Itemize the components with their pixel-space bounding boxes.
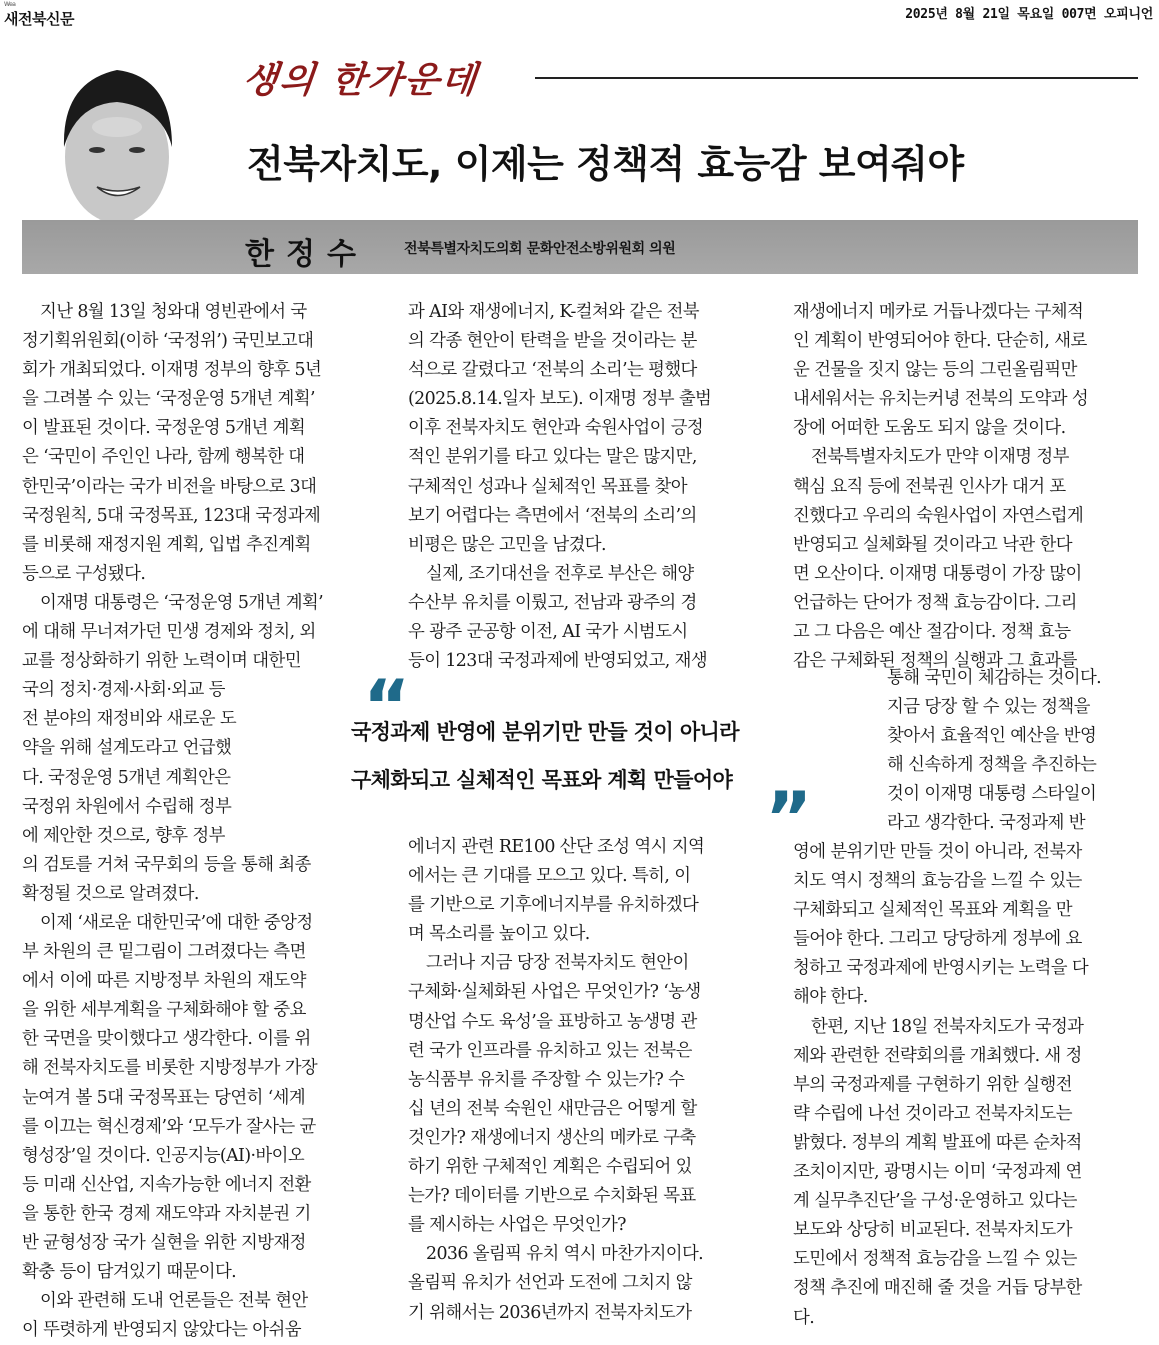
text-line: (2025.8.14.일자 보도). 이재명 정부 출범 (408, 389, 712, 410)
text-line: 부 차원의 큰 밑그림이 그려졌다는 측면 (22, 942, 306, 963)
logo-small-text: Wea (4, 1, 16, 8)
text-line: 은 ‘국민이 주인인 나라, 함께 행복한 대 (22, 447, 305, 468)
text-line: 수산부 유치를 이뤘고, 전남과 광주의 경 (408, 592, 697, 613)
text-line: 를 기반으로 기후에너지부를 유치하겠다 (408, 895, 699, 916)
text-line: 내세워서는 유치는커녕 전북의 도약과 성 (793, 389, 1089, 410)
text-line: 적인 분위기를 타고 있다는 말은 많지만, (408, 447, 697, 468)
text-line: 십 년의 전북 숙원인 새만금은 어떻게 할 (408, 1098, 697, 1119)
text-line: 을 그려볼 수 있는 ‘국정운영 5개년 계획’ (22, 389, 315, 410)
text-line: 들어야 한다. 그리고 당당하게 정부에 요 (793, 929, 1082, 950)
text-line: 반 균형성장 국가 실현을 위한 지방재정 (22, 1233, 306, 1253)
article-column-2-top (408, 298, 760, 676)
text-line: 계 실무추진단’을 구성·운영하고 있다는 (793, 1191, 1077, 1212)
text-line: 를 비롯해 재정지원 계획, 입법 추진계획 (22, 534, 311, 555)
text-line: 전 분야의 재정비와 새로운 도 (22, 709, 237, 730)
text-line: 핵심 요직 등에 전북권 인사가 대거 포 (793, 476, 1066, 497)
text-line: 에서는 큰 기대를 모으고 있다. 특히, 이 (408, 866, 691, 887)
text-line: 약을 위해 설계도라고 언급했 (22, 738, 232, 759)
text-line: 감은 구체화된 정책의 실행과 그 효과를 (793, 651, 1077, 672)
text-line: 석으로 갈렸다고 ‘전북의 소리’는 평했다 (408, 360, 697, 381)
pull-quote-line: 국정과제 반영에 분위기만 만들 것이 아니라 (351, 720, 739, 744)
text-line: 를 이끄는 혁신경제’와 ‘모두가 잘사는 균 (22, 1116, 316, 1137)
text-line: 국정원칙, 5대 국정목표, 123대 국정과제 (22, 505, 321, 526)
text-line: 농식품부 유치를 주장할 수 있는가? 수 (408, 1069, 685, 1090)
text-line: 고 그 다음은 예산 절감이다. 정책 효능 (793, 622, 1071, 643)
text-line: 등이 123대 국정과제에 반영되었고, 재생 (408, 651, 708, 672)
text-line: 명산업 수도 육성’을 표방하고 농생명 관 (408, 1011, 697, 1032)
text-line: 제와 관련한 전략회의를 개최했다. 새 정 (793, 1045, 1082, 1066)
text-line: 지난 8월 13일 청와대 영빈관에서 국 (40, 302, 307, 322)
column-series-title: 생의 한가운데 (240, 59, 481, 101)
author-role: 전북특별자치도의회 문화안전소방위원회 의원 (404, 241, 676, 257)
text-line: 정책 추진에 매진해 줄 것을 거듭 당부한 (793, 1278, 1082, 1299)
text-line: 재생에너지 메카로 거듭나겠다는 구체적 (793, 302, 1084, 322)
article-column-3-bottom (793, 838, 1138, 1333)
text-line: 이와 관련해 도내 언론들은 전북 현안 (40, 1291, 308, 1312)
article-column-1 (22, 298, 372, 1345)
text-line: 도민에서 정책적 효능감을 느낄 수 있는 (793, 1249, 1077, 1270)
text-line: 의 검토를 거쳐 국무회의 등을 통해 최종 (22, 854, 311, 875)
text-line: 면 오산이다. 이재명 대통령이 가장 많이 (793, 563, 1082, 584)
text-line: 운 건물을 짓지 않는 등의 그린올림픽만 (793, 360, 1077, 381)
pull-quote-line: 구체화되고 실체적인 목표와 계획 만들어야 (351, 768, 733, 792)
text-line: 해야 한다. (793, 987, 868, 1008)
text-line: 밝혔다. 정부의 계획 발표에 따른 순차적 (793, 1132, 1082, 1153)
text-line: 하기 위한 구체적인 계획은 수립되어 있 (408, 1157, 692, 1178)
text-line: 해 전북자치도를 비롯한 지방정부가 가장 (22, 1058, 318, 1079)
text-line: 을 위한 세부계획을 구체화해야 할 중요 (22, 1000, 306, 1021)
issue-date-line: 2025년 8월 21일 목요일 007면 오피니언 (905, 7, 1153, 22)
logo-text: 새전북신문 (4, 10, 74, 28)
text-line: 를 제시하는 사업은 무엇인가? (408, 1215, 626, 1236)
text-line: 다. 국정운영 5개년 계획안은 (22, 767, 231, 788)
text-line: 찾아서 효율적인 예산을 반영 (887, 726, 1097, 747)
text-line: 전북특별자치도가 만약 이재명 정부 (811, 447, 1069, 468)
article-column-3-top (793, 298, 1138, 676)
text-line: 기 위해서는 2036년까지 전북자치도가 (408, 1302, 692, 1323)
text-line: 의 각종 현안이 탄력을 받을 것이라는 분 (408, 331, 697, 352)
text-line: 청하고 국정과제에 반영시키는 노력을 다 (793, 958, 1089, 979)
text-line: 것인가? 재생에너지 생산의 메카로 구축 (408, 1127, 696, 1148)
text-line: 구체적인 성과나 실체적인 목표를 찾아 (408, 476, 687, 497)
text-line: 형성장’일 것이다. 인공지능(AI)·바이오 (22, 1145, 305, 1166)
text-line: 반영되고 실체화될 것이라고 낙관 한다 (793, 534, 1072, 555)
text-line: 2036 올림픽 유치 역시 마찬가지이다. (426, 1244, 704, 1265)
text-line: 치도 역시 정책의 효능감을 느낄 수 있는 (793, 871, 1082, 892)
text-line: 한민국’이라는 국가 비전을 바탕으로 3대 (22, 476, 317, 497)
text-line: 한 국면을 맞이했다고 생각한다. 이를 위 (22, 1029, 311, 1050)
text-line: 이재명 대통령은 ‘국정운영 5개년 계획’ (40, 592, 324, 613)
text-line: 에 대해 무너져가던 민생 경제와 정치, 외 (22, 622, 316, 643)
text-line: 이 뚜렷하게 반영되지 않았다는 아쉬움 (22, 1320, 301, 1341)
text-line: 교를 정상화하기 위한 노력이며 대한민 (22, 651, 301, 672)
author-name: 한정수 (245, 237, 368, 272)
text-line: 눈여겨 볼 5대 국정목표는 당연히 ‘세계 (22, 1087, 306, 1108)
text-line: 우 광주 군공항 이전, AI 국가 시범도시 (408, 622, 688, 643)
text-line: 실제, 조기대선을 전후로 부산은 해양 (426, 563, 694, 584)
text-line: 정기획위원회(이하 ‘국정위’) 국민보고대 (22, 331, 314, 352)
text-line: 이제 ‘새로운 대한민국’에 대한 중앙정 (40, 912, 313, 933)
text-line: 그러나 지금 당장 전북자치도 현안이 (426, 953, 689, 974)
text-line: 언급하는 단어가 정책 효능감이다. 그리 (793, 592, 1077, 613)
article-column-2-bottom (408, 833, 760, 1328)
text-line: 에너지 관련 RE100 산단 조성 역시 지역 (408, 837, 705, 857)
text-line: 에서 이에 따른 지방정부 차원의 재도약 (22, 971, 306, 992)
text-line: 보도와 상당히 비교된다. 전북자치도가 (793, 1220, 1072, 1241)
text-line: 라고 생각한다. 국정과제 반 (887, 813, 1085, 834)
text-line: 조치이지만, 광명시는 이미 ‘국정과제 연 (793, 1162, 1082, 1183)
text-line: 해 신속하게 정책을 추진하는 (887, 755, 1097, 776)
newspaper-logo (4, 2, 74, 29)
text-line: 국의 정치·경제·사회·외교 등 (22, 680, 225, 701)
text-line: 을 통한 한국 경제 재도약과 자치분권 기 (22, 1203, 311, 1224)
text-line: 회가 개최되었다. 이재명 정부의 향후 5년 (22, 360, 322, 381)
text-line: 략 수립에 나선 것이라고 전북자치도는 (793, 1103, 1072, 1124)
text-line: 부의 국정과제를 구현하기 위한 실행전 (793, 1074, 1072, 1095)
close-quote-icon: ” (765, 776, 813, 860)
text-line: 확정될 것으로 알려졌다. (22, 883, 199, 904)
text-line: 인 계획이 반영되어야 한다. 단순히, 새로 (793, 331, 1087, 352)
text-line: 장에 어떠한 도움도 되지 않을 것이다. (793, 418, 1066, 439)
text-line: 국정위 차원에서 수립해 정부 (22, 796, 232, 817)
text-line: 며 목소리를 높이고 있다. (408, 924, 590, 945)
series-title-rule (535, 77, 1138, 79)
text-line: 는가? 데이터를 기반으로 수치화된 목표 (408, 1186, 696, 1207)
text-line: 확충 등이 담겨있기 때문이다. (22, 1262, 237, 1283)
text-line: 다. (793, 1307, 815, 1328)
text-line: 이후 전북자치도 현안과 숙원사업이 긍정 (408, 418, 704, 439)
article-column-3-middle (887, 664, 1139, 839)
text-line: 이 발표된 것이다. 국정운영 5개년 계획 (22, 418, 306, 439)
text-line: 올림픽 유치가 선언과 도전에 그치지 않 (408, 1273, 692, 1294)
open-quote-icon: “ (363, 664, 411, 748)
text-line: 련 국가 인프라를 유치하고 있는 전북은 (408, 1040, 692, 1061)
text-line: 보기 어렵다는 측면에서 ‘전북의 소리’의 (408, 505, 697, 526)
text-line: 통해 국민이 체감하는 것이다. (887, 668, 1102, 688)
text-line: 한편, 지난 18일 전북자치도가 국정과 (811, 1016, 1084, 1037)
text-line: 에 제안한 것으로, 향후 정부 (22, 825, 225, 846)
text-line: 지금 당장 할 수 있는 정책을 (887, 697, 1090, 718)
text-line: 구체화·실체화된 사업은 무엇인가? ‘농생 (408, 982, 701, 1003)
text-line: 구체화되고 실체적인 목표와 계획을 만 (793, 900, 1072, 921)
text-line: 진했다고 우리의 숙원사업이 자연스럽게 (793, 505, 1084, 526)
text-line: 비평은 많은 고민을 남겼다. (408, 534, 606, 555)
text-line: 과 AI와 재생에너지, K-컬쳐와 같은 전북 (408, 302, 699, 322)
text-line: 등으로 구성됐다. (22, 563, 146, 584)
text-line: 등 미래 신산업, 지속가능한 에너지 전환 (22, 1174, 311, 1195)
text-line: 영에 분위기만 만들 것이 아니라, 전북자 (793, 842, 1082, 862)
article-headline: 전북자치도, 이제는 정책적 효능감 보여줘야 (247, 142, 964, 186)
text-line: 것이 이재명 대통령 스타일이 (887, 784, 1097, 805)
